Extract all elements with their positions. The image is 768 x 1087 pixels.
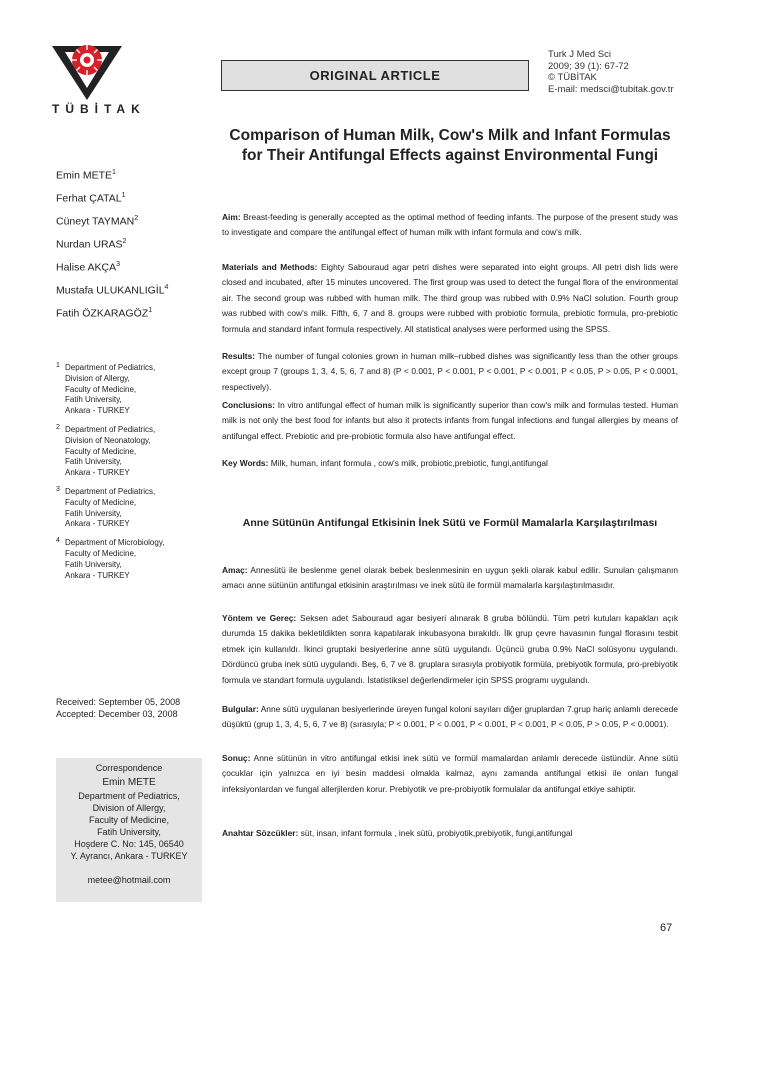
correspondence-line: Faculty of Medicine, <box>88 815 170 825</box>
turkish-methods: Yöntem ve Gereç: Seksen adet Sabouraud agar besiyeri alınarak 8 gruba bölündü. Tüm petri kutuları kapakları açık durumda 15 dakika bekletildikten sonra kapatılarak inkubasyona bırakıldı. İlk grup çevre havasının fungal florasını tesbit etmek için kullanıldı. İkinci gruptaki besiyerlerine anne sütü uygulandı. Üçüncü gruba 0.9% NaCl solüsyonu uygulandı. Dördüncü gruba inek sütü uygulandı. Beş, 6, 7 ve 8. gruplara sırasıyla probiyotik formüla, prebiyotik formula, pro-prebiyotik formula ve standart formula uygulandı. İstatistiksel değerlendirmeler için SPSS programı uygulandı. <box>222 613 679 685</box>
author-list <box>56 163 216 324</box>
turkish-conclusions: Sonuç: Anne sütünün in vitro antifungal etkisi inek sütü ve formül mamalardan anlamlı derecede üstündür. Anne sütü çocuklar için yalnızca en iyi besin maddesi olmakla kalmaz, aynı zamanda antifungal etkisi ile onları fungal infeksiyonlardan ve fungal allerjilerden korur. Prebiyotik ve pre-probiyotik formulalar da antifungal etkiye sahiptir. <box>222 753 678 794</box>
turkish-title: Anne Sütünün Antifungal Etkisinin İnek Sütü ve Formül Mamalarla Karşılaştırılması <box>242 517 658 529</box>
page-number: 67 <box>660 922 673 934</box>
logo-text: TÜBİTAK <box>52 102 146 116</box>
correspondence-line: Department of Pediatrics, <box>78 791 180 801</box>
journal-copyright: © TÜBİTAK <box>548 72 597 83</box>
affiliation-list <box>56 363 216 589</box>
affiliation: 2 Department of Pediatrics, Division of Neonatology, Faculty of Medicine, Fatih University, Ankara - TURKEY <box>56 423 156 478</box>
correspondence-heading: Correspondence <box>95 763 163 773</box>
turkish-keywords: Anahtar Sözcükler: süt, insan, infant formula , inek sütü, probiyotik,prebiyotik, fungi,antifungal <box>222 828 573 838</box>
journal-citation: 2009; 39 (1): 67-72 <box>548 60 629 72</box>
abstract-aim: Aim: Breast-feeding is generally accepted as the optimal method of feeding infants. The purpose of the present study was to investigate and compare the antifungal effect of human milk with infant formula and cow's milk. <box>222 212 678 238</box>
abstract-results: Results: The number of fungal colonies grown in human milk–rubbed dishes was significantly less than the other groups except group 7 (groups 1, 3, 4, 5, 6, 7 and 8) (P < 0.001, P < 0.001, P < 0.001, P < 0.001, P < 0.05, P > 0.05, P < 0.0001, respectively). <box>222 351 678 392</box>
correspondence-line: Hoşdere C. No: 145, 06540 <box>74 839 184 849</box>
article-type-label: ORIGINAL ARTICLE <box>309 68 441 83</box>
author: Emin METE$^1$ <box>56 169 116 182</box>
abstract-conclusions: Conclusions: In vitro antifungal effect of human milk is significantly superior than cow's milk and formulas tested. Human milk is not only the best food for infants but also it protects infants from fungal infections and fungal allergies by means of antifungal effect. Prebiotic and pre-probiotic formula also have antifungal effect. <box>222 400 678 441</box>
affiliation: 3 Department of Pediatrics, Faculty of Medicine, Fatih University, Ankara - TURKEY <box>56 485 156 529</box>
correspondence-line: Division of Allergy, <box>92 803 166 813</box>
tubitak-logo-icon <box>52 38 122 102</box>
author: Halise AKÇA$^3$ <box>56 261 121 274</box>
author: Fatih ÖZKARAGÖZ$^1$ <box>56 307 153 320</box>
correspondence-name: Emin METE <box>102 777 156 788</box>
affiliation: 1 Department of Pediatrics, Division of Allergy, Faculty of Medicine, Fatih University, Ankara - TURKEY <box>56 362 156 416</box>
article-dates <box>56 696 180 720</box>
correspondence-box <box>56 758 202 902</box>
correspondence-line: Fatih University, <box>97 827 161 837</box>
article-title: Comparison of Human Milk, Cow's Milk and Infant Formulas for Their Antifungal Effects against Environmental Fungi <box>229 127 671 164</box>
received-date: Received: September 05, 2008 <box>56 697 181 707</box>
accepted-date: Accepted: December 03, 2008 <box>56 709 178 719</box>
abstract-methods: Materials and Methods: Eighty Sabouraud agar petri dishes were separated into eight groups. All petri dish lids were closed and incubated, after 15 minutes uncovered. The first group was used to detect the fungal flora of the environmental air. The second group was rubbed with human milk. The third group was rubbed with 0.9% NaCl solution. Fourth group was rubbed with cow's milk. Fifth, 6, 7 and 8. groups were rubbed with probiotic formula, prebiotic formula, pro-prebiotic formula and standard infant formula respectively. All statistical analyses were performed using the SPSS. <box>222 262 678 334</box>
author: Ferhat ÇATAL$^1$ <box>56 192 126 205</box>
journal-info <box>548 49 674 95</box>
turkish-results: Bulgular: Anne sütü uygulanan besiyerlerinde üreyen fungal koloni sayıları diğer gruplardan 7.grup hariç anlamlı derecede düşüktü (grup 1, 3, 4, 5, 6, 7 ve 8) (sırasıyla; P < 0.001, P < 0.001, P < 0.001, P < 0.001, P < 0.05, P > 0.05, P < 0.0001). <box>222 704 678 730</box>
affiliation: 4 Department of Microbiology, Faculty of Medicine, Fatih University, Ankara - TURKEY <box>56 537 165 580</box>
journal-email: E-mail: medsci@tubitak.gov.tr <box>548 83 674 95</box>
author: Mustafa ULUKANLIGİL$^4$ <box>56 284 169 297</box>
author: Cüneyt TAYMAN$^2$ <box>56 215 139 228</box>
article-type-box <box>221 60 529 91</box>
journal-name: Turk J Med Sci <box>548 49 611 60</box>
abstract-keywords: Key Words: Milk, human, infant formula , cow's milk, probiotic,prebiotic, fungi,antifungal <box>222 458 548 468</box>
author: Nurdan URAS$^2$ <box>56 238 127 251</box>
correspondence-email: metee@hotmail.com <box>87 875 171 885</box>
correspondence-line: Y. Ayrancı, Ankara - TURKEY <box>70 851 188 861</box>
turkish-aim: Amaç: Annesütü ile beslenme genel olarak bebek beslenmesinin en uygun şekli olarak kabul edilir. Sunulan çalışmanın amacı anne sütünün antifungal etkisinin araştırılması ve inek sütü ile formül mamalarla karşılaştırılmasıdır. <box>222 565 678 591</box>
